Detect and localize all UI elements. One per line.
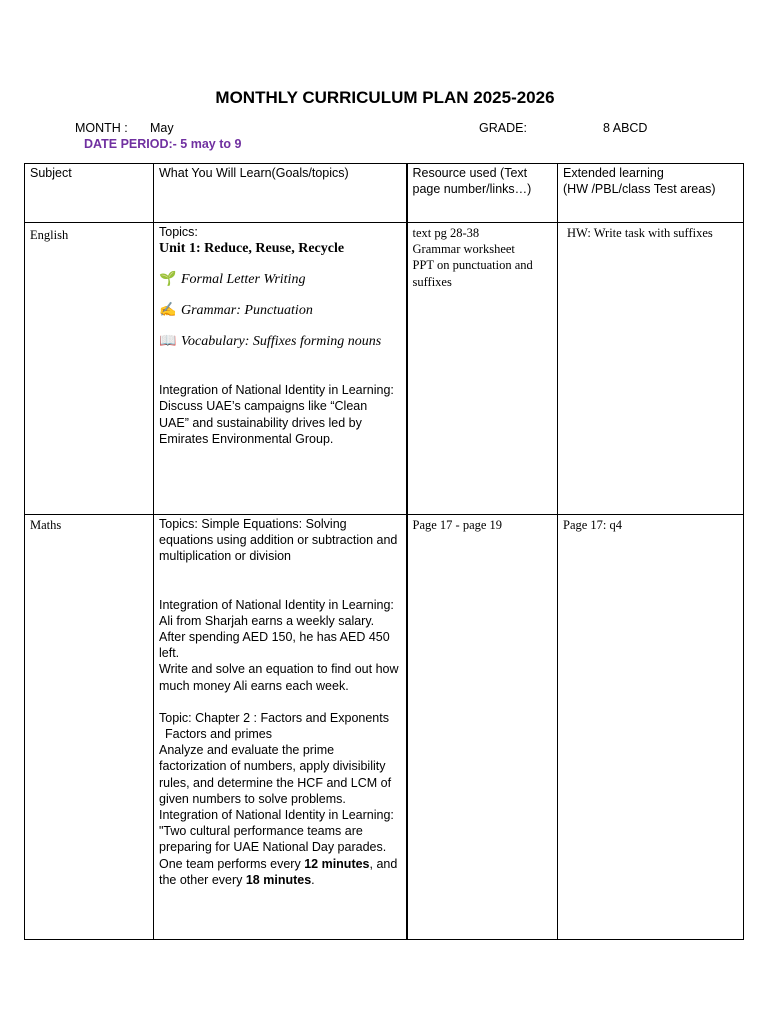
maths-topic-2: Topic: Chapter 2 : Factors and Exponents bbox=[159, 710, 389, 725]
english-integration-text: Discuss UAE’s campaigns like “Clean UAE” and sustainability drives led by Emirates Environmental Group. bbox=[159, 399, 368, 446]
header-learn: What You Will Learn(Goals/topics) bbox=[154, 164, 407, 223]
maths-topics: Topics: Simple Equations: Solving equations using addition or subtraction and multiplication or division bbox=[159, 517, 398, 564]
seedling-icon: 🌱 bbox=[159, 272, 177, 288]
maths-integration-2 bbox=[159, 807, 401, 888]
header-extended-line-1: Extended learning bbox=[563, 166, 664, 180]
english-resource-1: text pg 28-38 bbox=[412, 226, 480, 240]
header-extended bbox=[558, 164, 744, 223]
english-topic-1-text: Formal Letter Writing bbox=[181, 272, 306, 288]
english-topic-2 bbox=[159, 302, 401, 319]
grade-value: 8 ABCD bbox=[603, 121, 648, 135]
english-topics-label: Topics: bbox=[159, 225, 198, 239]
maths-resource-cell: Page 17 - page 19 bbox=[407, 515, 558, 940]
maths-integration-2-b1: 12 minutes bbox=[304, 856, 370, 871]
header-resource-line-2: page number/links…) bbox=[412, 182, 532, 197]
english-resource-2: Grammar worksheet bbox=[412, 242, 515, 257]
maths-extended-cell: Page 17: q4 bbox=[558, 515, 744, 940]
maths-topic-2-sub: Factors and primes bbox=[165, 727, 272, 742]
table-row-maths bbox=[25, 515, 744, 940]
maths-integration-1-text-b: Write and solve an equation to find out how much money Ali earns each week. bbox=[159, 662, 399, 693]
subject-maths: Maths bbox=[25, 515, 154, 940]
month-value: May bbox=[150, 121, 174, 135]
english-topic-1 bbox=[159, 271, 401, 288]
writing-hand-icon: ✍ bbox=[159, 303, 177, 319]
month-label: MONTH : bbox=[75, 121, 128, 135]
header-resource-line-1: Resource used (Text bbox=[412, 166, 528, 180]
maths-integration-1-title: Integration of National Identity in Learning: bbox=[159, 597, 394, 612]
maths-integration-2-c: , and the other every bbox=[159, 856, 398, 887]
english-learn-cell bbox=[154, 223, 407, 515]
english-extended-cell: HW: Write task with suffixes bbox=[558, 223, 744, 515]
grade-label: GRADE: bbox=[479, 121, 527, 135]
maths-integration-2-a: Integration of National Identity in Learning: "Two cultural performance teams are preparing for UAE National Day parades. One team performs every bbox=[159, 808, 394, 871]
curriculum-table bbox=[24, 163, 744, 940]
maths-integration-2-b2: 18 minutes bbox=[245, 872, 312, 887]
maths-learn-cell bbox=[154, 515, 407, 940]
subject-english: English bbox=[25, 223, 154, 515]
english-topic-3 bbox=[159, 333, 401, 350]
open-book-icon: 📖 bbox=[159, 334, 177, 350]
english-topic-3-text: Vocabulary: Suffixes forming nouns bbox=[181, 334, 382, 350]
header-subject: Subject bbox=[25, 164, 154, 223]
header-resource bbox=[407, 164, 558, 223]
maths-integration-2-d: . bbox=[311, 872, 315, 887]
page-title: MONTHLY CURRICULUM PLAN 2025-2026 bbox=[215, 88, 555, 107]
english-topic-2-text: Grammar: Punctuation bbox=[181, 303, 313, 319]
table-header-row bbox=[25, 164, 744, 223]
english-resource-cell bbox=[407, 223, 558, 515]
english-resource-3: PPT on punctuation and suffixes bbox=[412, 258, 533, 289]
english-unit-title: Unit 1: Reduce, Reuse, Recycle bbox=[159, 241, 345, 257]
english-integration-title: Integration of National Identity in Learning: bbox=[159, 383, 394, 398]
maths-integration-1-text-a: Ali from Sharjah earns a weekly salary. After spending AED 150, he has AED 450 left. bbox=[159, 613, 390, 661]
maths-topic-2-text: Analyze and evaluate the prime factorization of numbers, apply divisibility rules, and determine the HCF and LCM of given numbers to solve problems. bbox=[159, 743, 392, 806]
date-period: DATE PERIOD:- 5 may to 9 bbox=[84, 137, 242, 151]
table-row-english bbox=[25, 223, 744, 515]
header-extended-line-2: (HW /PBL/class Test areas) bbox=[563, 182, 716, 197]
